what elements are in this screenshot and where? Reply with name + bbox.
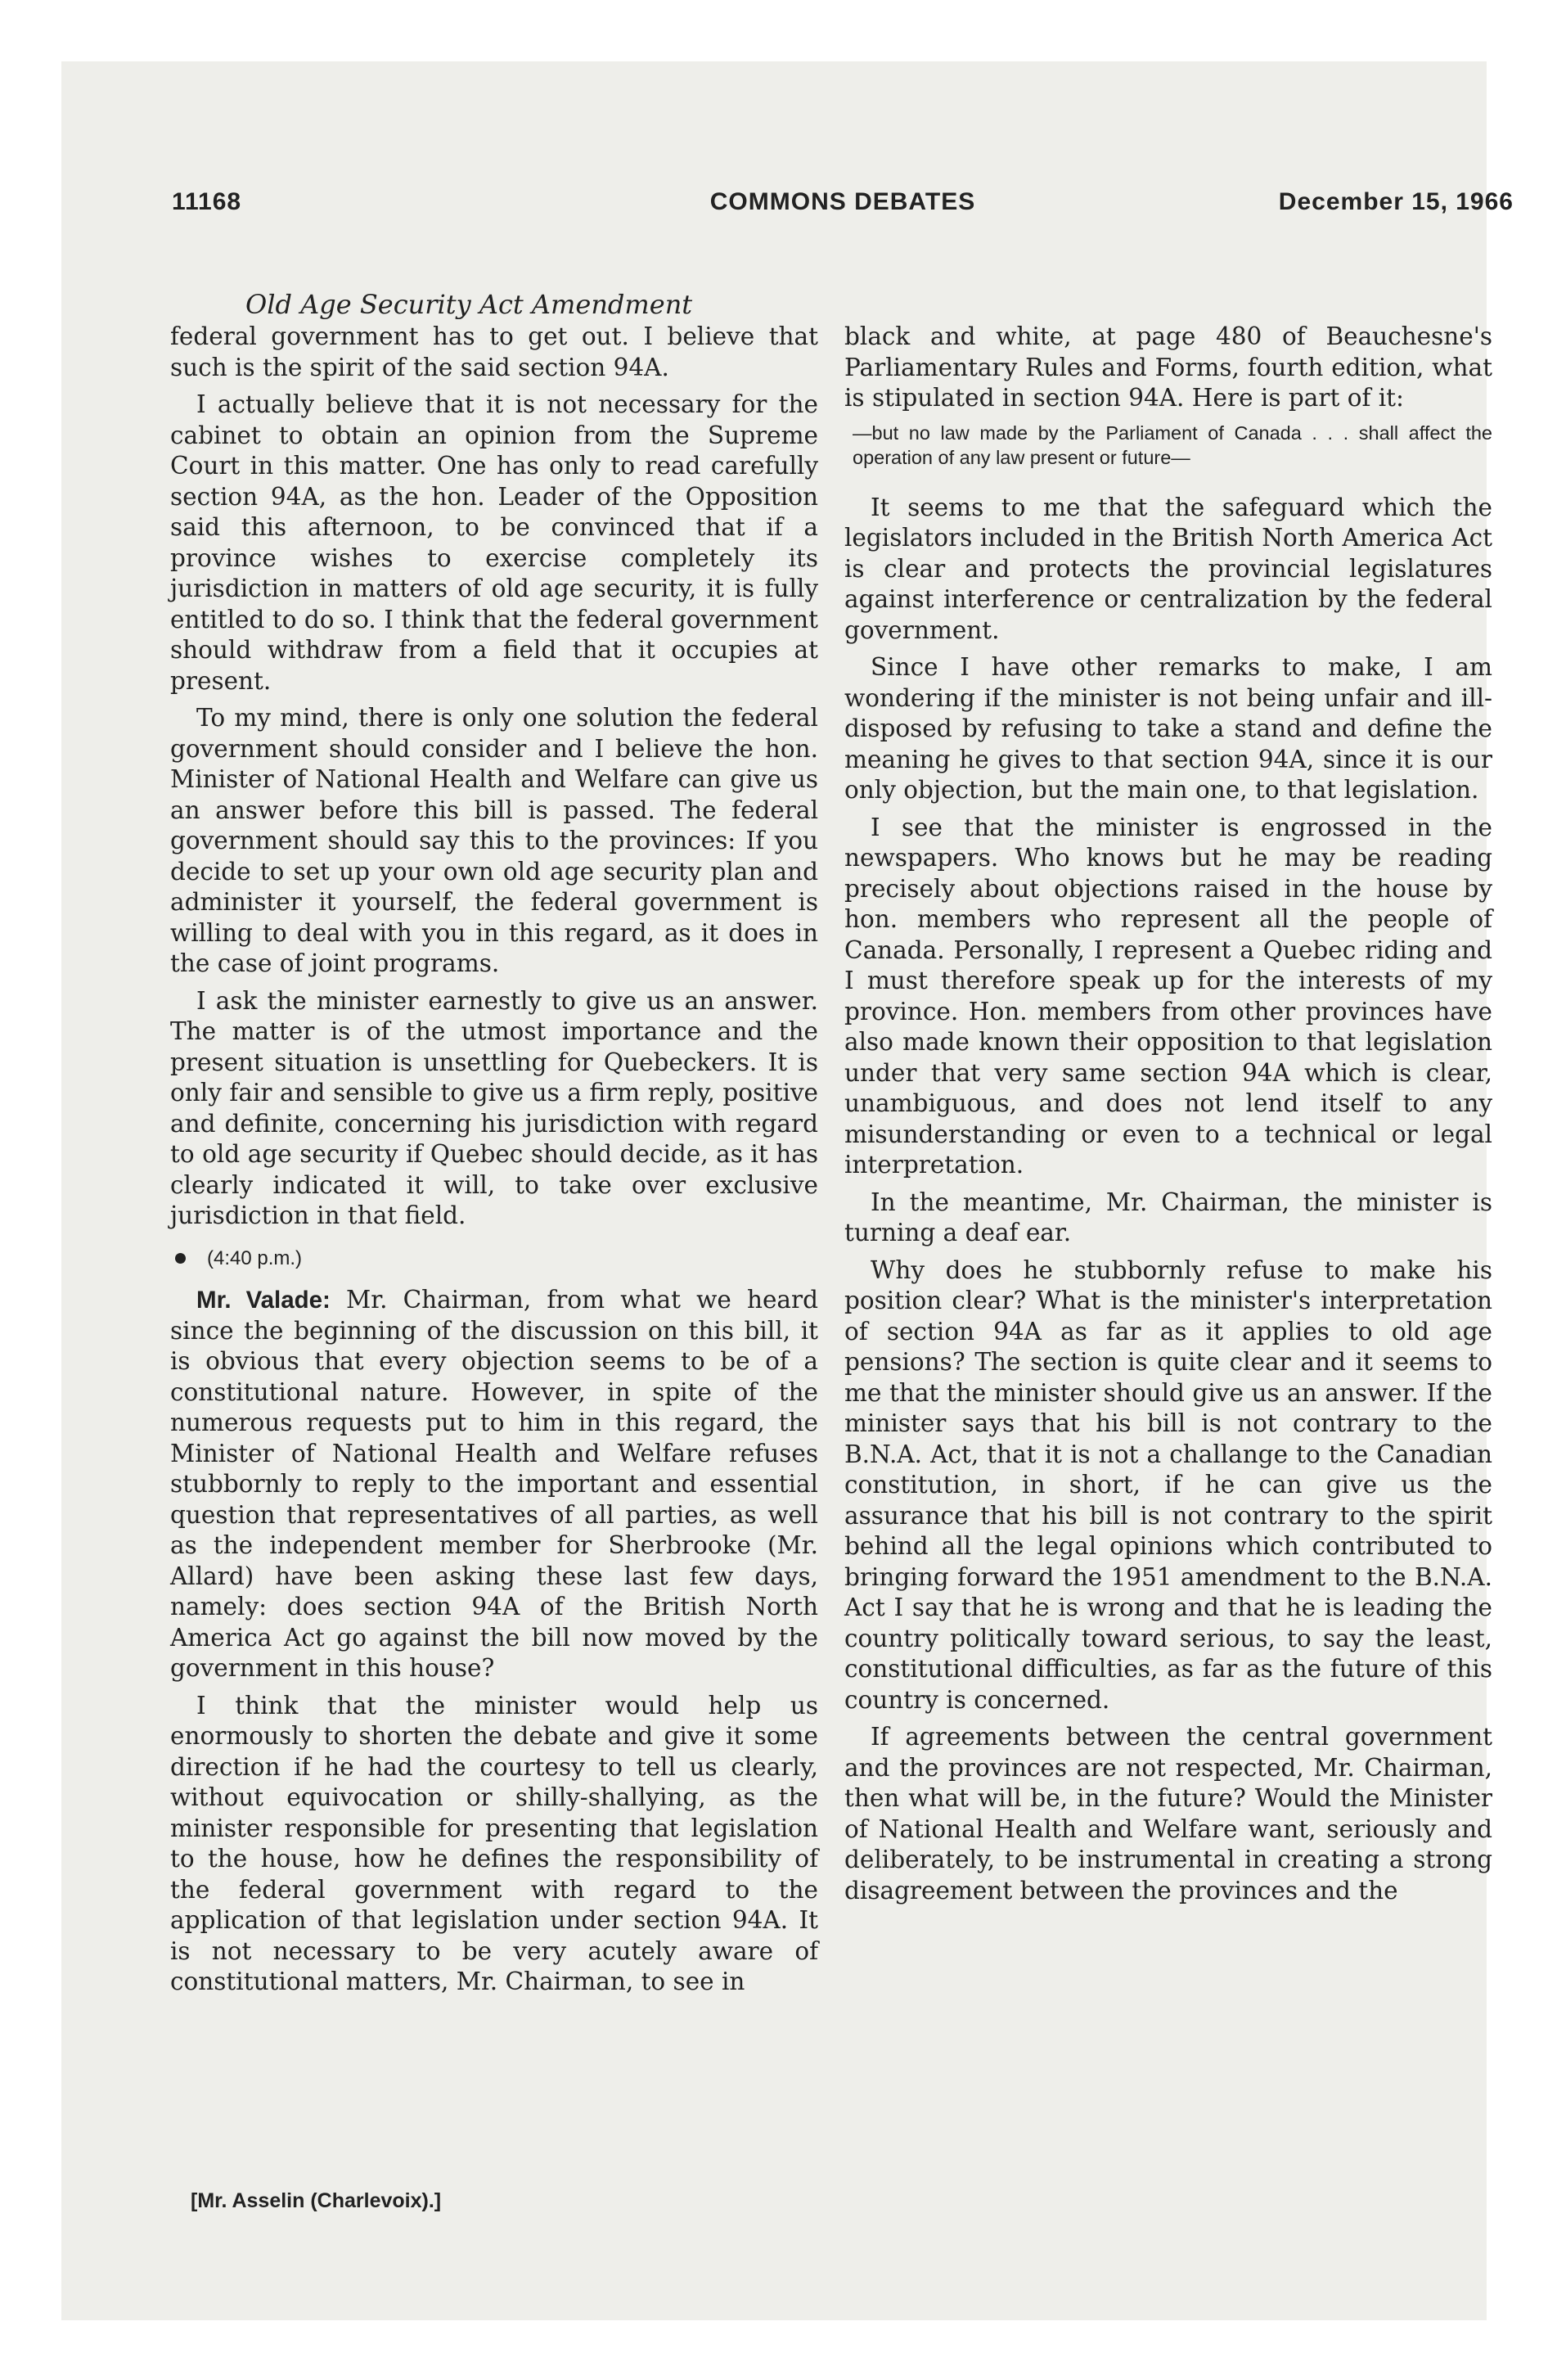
bullet-icon xyxy=(175,1253,186,1264)
paragraph: I actually believe that it is not necessary for the cabinet to obtain an opinion from the Supreme Court in this matter. One has only to read carefully section 94A, as the hon. Leader of the Opposition said this afternoon, to be convinced that if a province wishes to exercise completely its jurisdiction in matters of old age security, it is fully entitled to do so. I think that the federal government should withdraw from a field that it occupies at present. xyxy=(170,390,818,695)
paragraph: Why does he stubbornly refuse to make his position clear? What is the minister's interpretation of section 94A as far as it applies to old age pensions? The section is quite clear and it seems to me that the minister should give us an answer. If the minister says that his bill is not contrary to the B.N.A. Act, that it is not a challange to the Canadian constitution, in short, if he can give us the assurance that his bill is not contrary to the spirit behind all the legal opinions which contributed to bringing forward the 1951 amendment to the B.N.A. Act I say that he is wrong and that he is leading the country politically toward serious, to say the least, constitutional difficulties, as far as the future of this country is concerned. xyxy=(844,1255,1492,1714)
time-marker xyxy=(170,1243,818,1274)
speaker-footer: [Mr. Asselin (Charlevoix).] xyxy=(191,2189,442,2212)
section-subtitle: Old Age Security Act Amendment xyxy=(245,289,693,320)
publication-title: COMMONS DEBATES xyxy=(709,188,976,215)
speech-text: Mr. Chairman, from what we heard since the beginning of the discussion on this bill, it is obvious that every objection seems to be of a constitutional nature. However, in spite of the numerous requests put to him in this regard, the Minister of National Health and Welfare refuses stubbornly to reply to the important and essential question that representatives of all parties, as well as the independent member for Sherbrooke (Mr. Allard) have been asking these last few days, namely: does section 94A of the British North America Act go against the bill now moved by the government in this house? xyxy=(170,1286,818,1682)
publication-date: December 15, 1966 xyxy=(1278,188,1514,215)
right-column xyxy=(844,322,1492,1913)
paragraph: I think that the minister would help us enormously to shorten the debate and give it some direction if he had the courtesy to tell us clearly, without equivocation or shilly-shallying, as the minister responsible for presenting that legislation to the house, how he defines the responsibility of the federal government with regard to the application of that legislation under section 94A. It is not necessary to be very acutely aware of constitutional matters, Mr. Chairman, to see in xyxy=(170,1691,818,1995)
paragraph: To my mind, there is only one solution the federal government should consider and I believe the hon. Minister of National Health and Welfare can give us an answer before this bill is passed. The federal government should say this to the provinces: If you decide to set up your own old age security plan and administer it yourself, the federal government is willing to deal with you in this regard, as it does in the case of joint programs. xyxy=(170,704,818,977)
speaker-name: Mr. Valade: xyxy=(196,1287,331,1314)
paragraph: I see that the minister is engrossed in the newspapers. Who knows but he may be reading precisely about objections raised in the house by hon. members who represent all the people of Canada. Personally, I represent a Quebec riding and I must therefore speak up for the interests of my province. Hon. members from other provinces have also made known their opposition to that legislation under that very same section 94A which is clear, unambiguous, and does not lend itself to any misunderstanding or even to a technical or legal interpretation. xyxy=(844,813,1492,1179)
paragraph: I ask the minister earnestly to give us an answer. The matter is of the utmost importance and the present situation is unsettling for Quebeckers. It is only fair and sensible to give us a firm reply, positive and definite, concerning his jurisdiction with regard to old age security if Quebec should decide, as it has clearly indicated it will, to take over exclusive jurisdiction in that field. xyxy=(170,986,818,1229)
document-page xyxy=(61,61,1514,2320)
time-text: (4:40 p.m.) xyxy=(207,1246,303,1269)
block-quote: —but no law made by the Parliament of Canada . . . shall affect the operation of any law present or future— xyxy=(853,421,1492,468)
page-header xyxy=(172,188,1514,221)
paragraph xyxy=(170,1285,818,1684)
page-number: 11168 xyxy=(172,188,242,215)
paragraph: black and white, at page 480 of Beauchesne's Parliamentary Rules and Forms, fourth edition, what is stipulated in section 94A. Here is part of it: xyxy=(844,322,1492,412)
paragraph: If agreements between the central government and the provinces are not respected, Mr. Chairman, then what will be, in the future? Would the Minister of National Health and Welfare want, seriously and deliberately, to be instrumental in creating a strong disagreement between the provinces and the xyxy=(844,1723,1492,1904)
paragraph: Since I have other remarks to make, I am wondering if the minister is not being unfair and ill-disposed by refusing to take a stand and define the meaning he gives to that section 94A, since it is our only objection, but the main one, to that legislation. xyxy=(844,653,1492,804)
paragraph: federal government has to get out. I believe that such is the spirit of the said section 94A. xyxy=(170,322,818,381)
paragraph: In the meantime, Mr. Chairman, the minister is turning a deaf ear. xyxy=(844,1188,1492,1246)
paragraph: It seems to me that the safeguard which the legislators included in the British North America Act is clear and protects the provincial legislatures against interference or centralization by the federal government. xyxy=(844,493,1492,644)
left-column xyxy=(170,322,818,2004)
